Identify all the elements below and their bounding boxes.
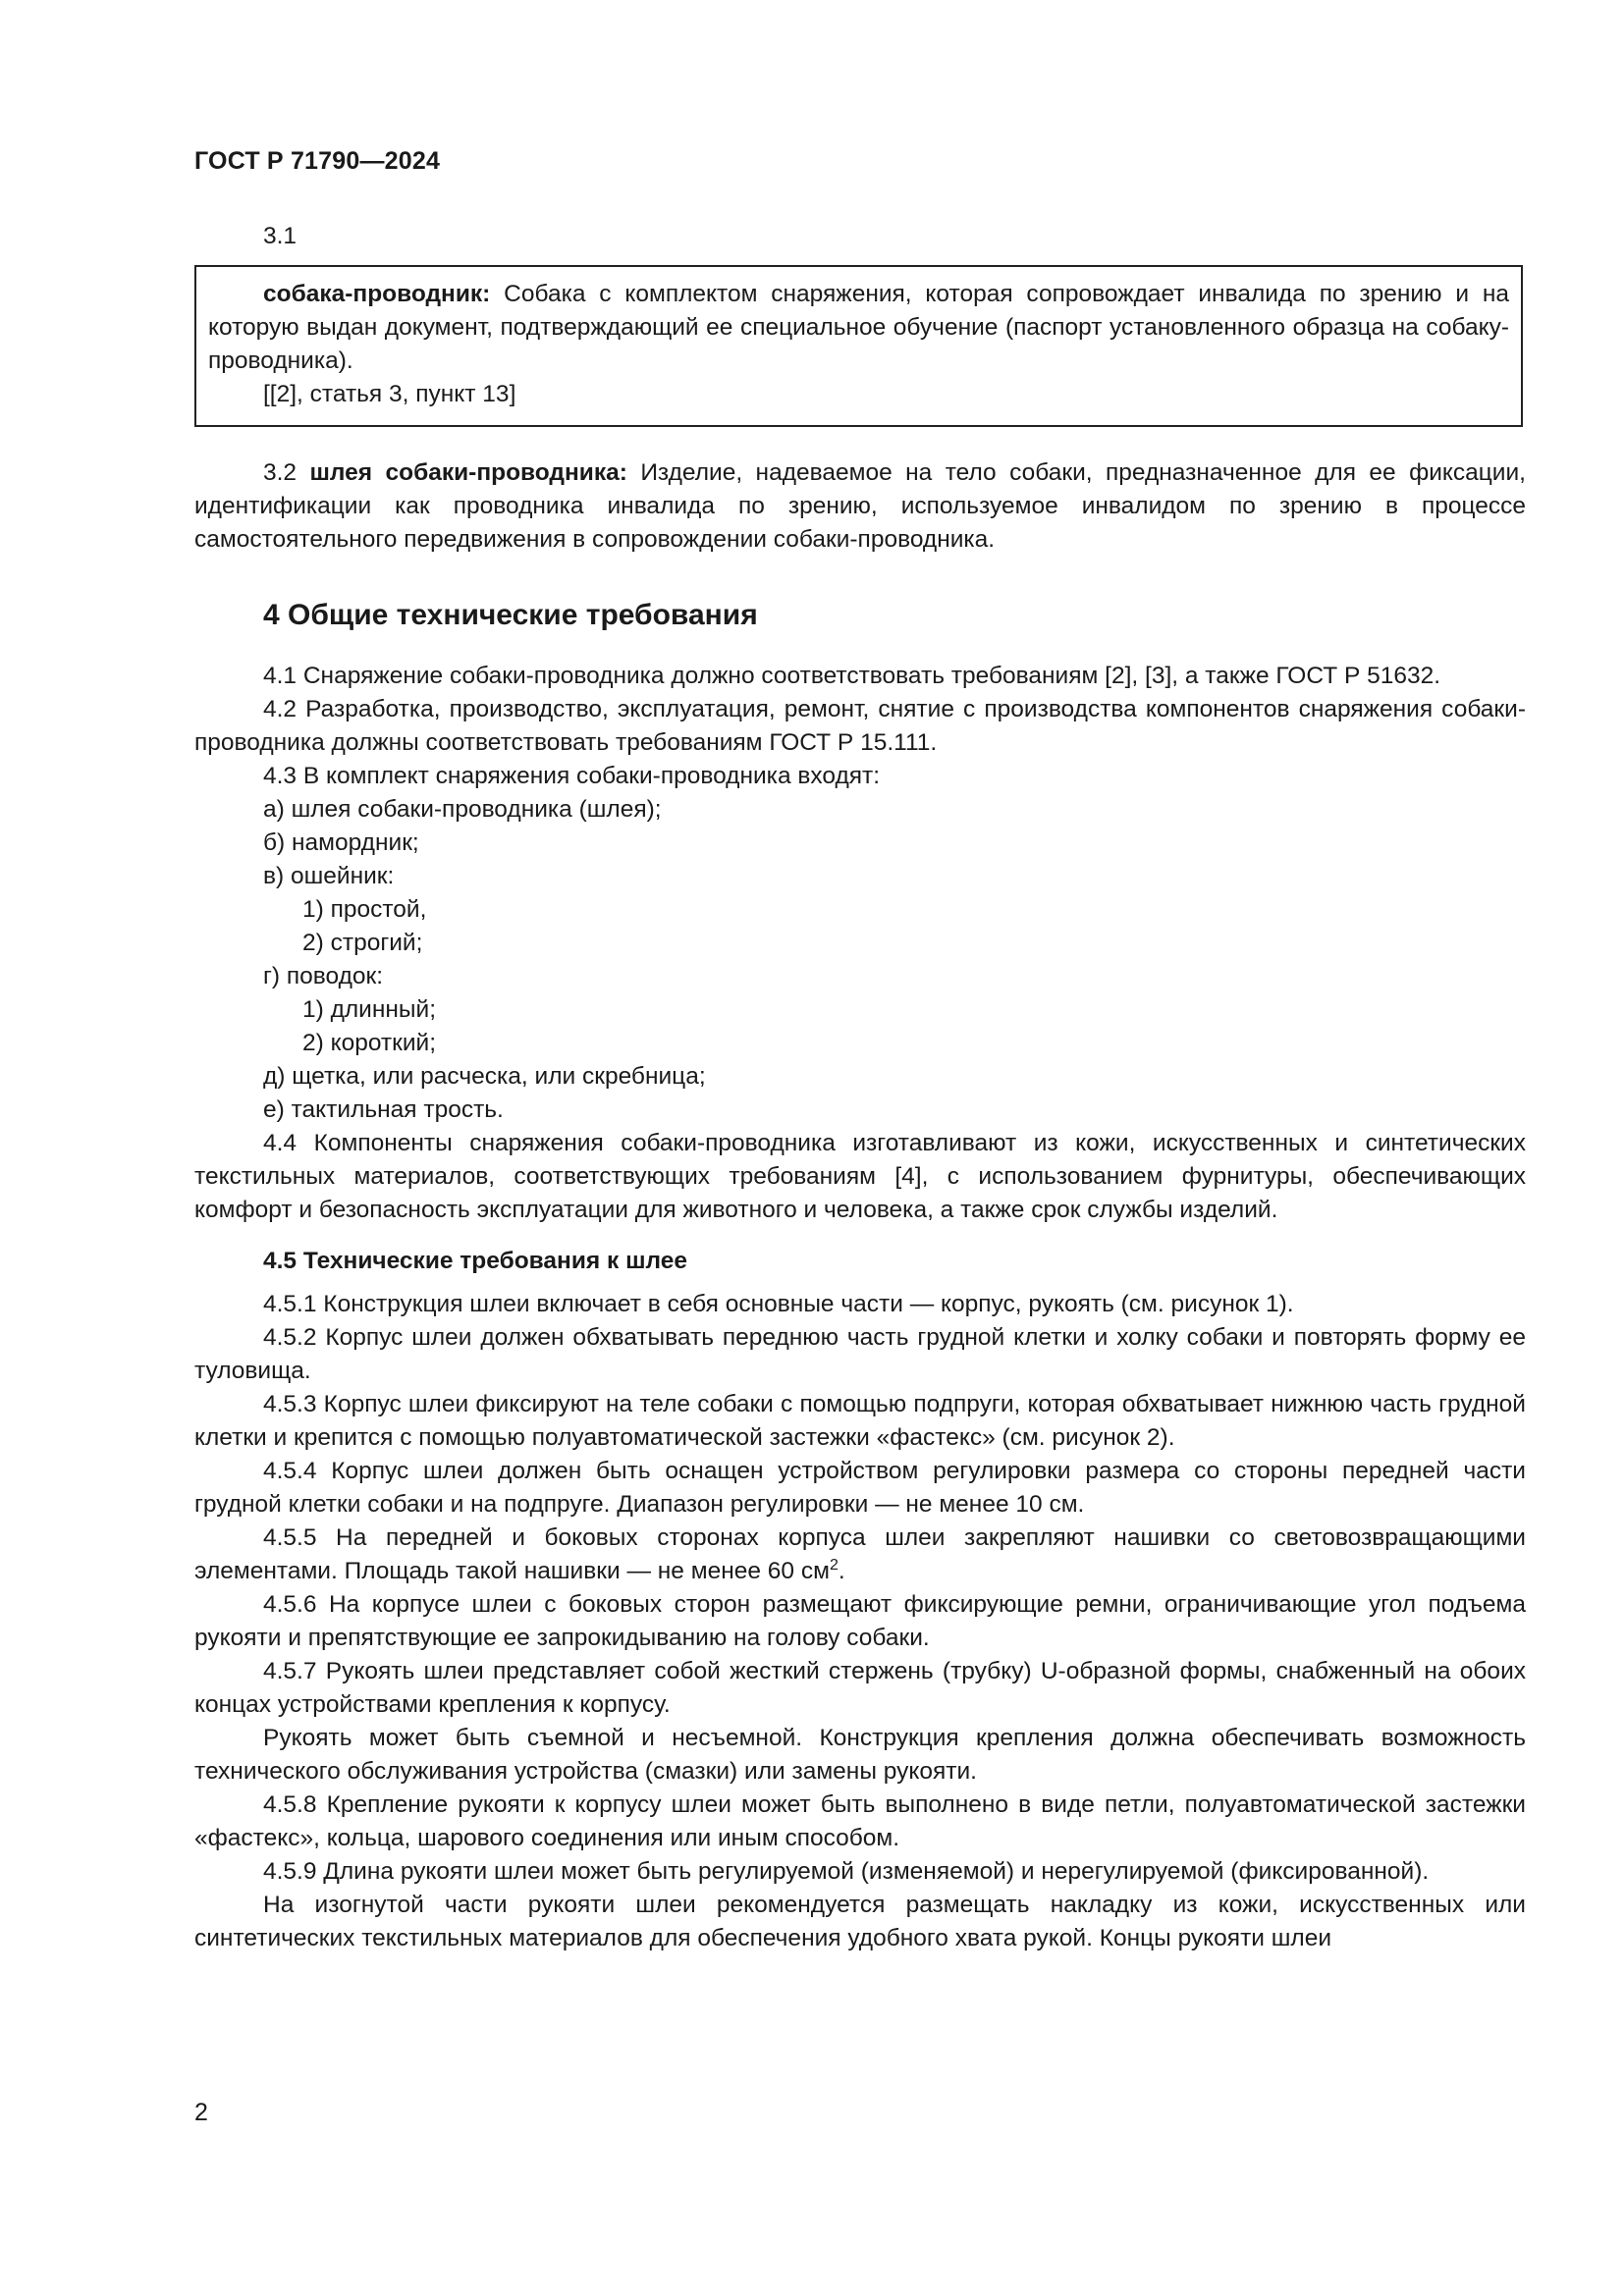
list-item-g2: 2) короткий; — [302, 1030, 437, 1056]
term-3-2-term: шлея собаки-проводника: — [309, 459, 627, 486]
paragraph-4-5-4: 4.5.4 Корпус шлеи должен быть оснащен устройством регулировки размера со стороны передней части грудной клетки собаки и на подпруге. Диапазон регулировки — не менее 10 см. — [194, 1458, 1526, 1518]
page-number: 2 — [194, 2099, 208, 2126]
term-3-1-box — [194, 265, 1523, 427]
term-3-1-reference: [[2], статья 3, пункт 13] — [263, 381, 516, 407]
paragraph-4-5-5 — [194, 1522, 1526, 1588]
paragraph-4-5-6: 4.5.6 На корпусе шлеи с боковых сторон размещают фиксирующие ремни, ограничивающие угол подъема рукояти и препятствующие ее запрокидыванию на голову собаки. — [194, 1591, 1526, 1651]
paragraph-4-4: 4.4 Компоненты снаряжения собаки-проводника изготавливают из кожи, искусственных и синтетических текстильных материалов, соответствующих требованиям [4], с использованием фурнитуры, обеспечивающих комфорт и безопасность эксплуатации для животного и человека, а также срок службы изделий. — [194, 1130, 1526, 1223]
paragraph-4-1: 4.1 Снаряжение собаки-проводника должно соответствовать требованиям [2], [3], а также ГОСТ Р 51632. — [263, 663, 1441, 689]
paragraph-4-5-1: 4.5.1 Конструкция шлеи включает в себя основные части — корпус, рукоять (см. рисунок 1). — [263, 1291, 1294, 1317]
paragraph-4-5-9-cont: На изогнутой части рукояти шлеи рекомендуется размещать накладку из кожи, искусственных или синтетических текстильных материалов для обеспечения удобного хвата рукой. Концы рукояти шлеи — [194, 1892, 1526, 1951]
subsection-4-5-heading: 4.5 Технические требования к шлее — [263, 1248, 687, 1274]
paragraph-4-3: 4.3 В комплект снаряжения собаки-проводника входят: — [263, 763, 881, 789]
paragraph-4-5-2: 4.5.2 Корпус шлеи должен обхватывать переднюю часть грудной клетки и холку собаки и повторять форму ее туловища. — [194, 1324, 1526, 1384]
paragraph-4-2: 4.2 Разработка, производство, эксплуатация, ремонт, снятие с производства компонентов снаряжения собаки-проводника должны соответствовать требованиям ГОСТ Р 15.111. — [194, 696, 1526, 756]
list-item-v1: 1) простой, — [302, 896, 427, 923]
paragraph-4-5-7-cont: Рукоять может быть съемной и несъемной. Конструкция крепления должна обеспечивать возможность технического обслуживания устройства (смазки) или замены рукояти. — [194, 1725, 1526, 1785]
list-item-a: а) шлея собаки-проводника (шлея); — [263, 796, 662, 823]
term-3-1-term: собака-проводник: — [263, 281, 491, 307]
term-3-2-definition — [194, 456, 1526, 557]
paragraph-4-5-7: 4.5.7 Рукоять шлеи представляет собой жесткий стержень (трубку) U-образной формы, снабженный на обоих концах устройствами крепления к корпусу. — [194, 1658, 1526, 1718]
list-item-v2: 2) строгий; — [302, 930, 423, 956]
term-3-1-definition — [208, 278, 1509, 378]
list-item-d: д) щетка, или расческа, или скребница; — [263, 1063, 706, 1090]
list-item-e: е) тактильная трость. — [263, 1096, 504, 1123]
list-item-g: г) поводок: — [263, 963, 384, 989]
list-item-g1: 1) длинный; — [302, 996, 437, 1023]
list-item-b: б) намордник; — [263, 829, 419, 856]
term-3-2-text: Изделие, надеваемое на тело собаки, предназначенное для ее фиксации, идентификации как проводника инвалида по зрению, используемое инвалидом по зрению в процессе самостоятельного передвижения в сопровождении собаки-проводника. — [194, 459, 1526, 553]
paragraph-4-5-3: 4.5.3 Корпус шлеи фиксируют на теле собаки с помощью подпруги, которая обхватывает нижнюю часть грудной клетки и крепится с помощью полуавтоматической застежки «фастекс» (см. рисунок 2). — [194, 1391, 1526, 1451]
paragraph-4-5-8: 4.5.8 Крепление рукояти к корпусу шлеи может быть выполнено в виде петли, полуавтоматической застежки «фастекс», кольца, шарового соединения или иным способом. — [194, 1791, 1526, 1851]
section-4-heading: 4 Общие технические требования — [263, 599, 758, 631]
list-item-v: в) ошейник: — [263, 863, 395, 889]
paragraph-4-5-5-text: 4.5.5 На передней и боковых сторонах корпуса шлеи закрепляют нашивки со световозвращающими элементами. Площадь такой нашивки — не менее 60 см — [194, 1524, 1526, 1584]
term-3-2-number: 3.2 — [263, 459, 310, 486]
standard-header: ГОСТ Р 71790—2024 — [194, 147, 441, 175]
term-3-1-text: Собака с комплектом снаряжения, которая сопровождает инвалида по зрению и на которую выдан документ, подтверждающий ее специальное обучение (паспорт установленного образца на собаку-проводника). — [208, 281, 1509, 374]
paragraph-4-5-5-end: . — [838, 1558, 845, 1584]
paragraph-4-5-9: 4.5.9 Длина рукояти шлеи может быть регулируемой (изменяемой) и нерегулируемой (фиксированной). — [263, 1858, 1430, 1885]
term-3-1-number: 3.1 — [263, 223, 298, 249]
superscript-2: 2 — [829, 1556, 839, 1574]
section-4-body — [194, 660, 1526, 1955]
term-3-2-block — [194, 456, 1526, 557]
